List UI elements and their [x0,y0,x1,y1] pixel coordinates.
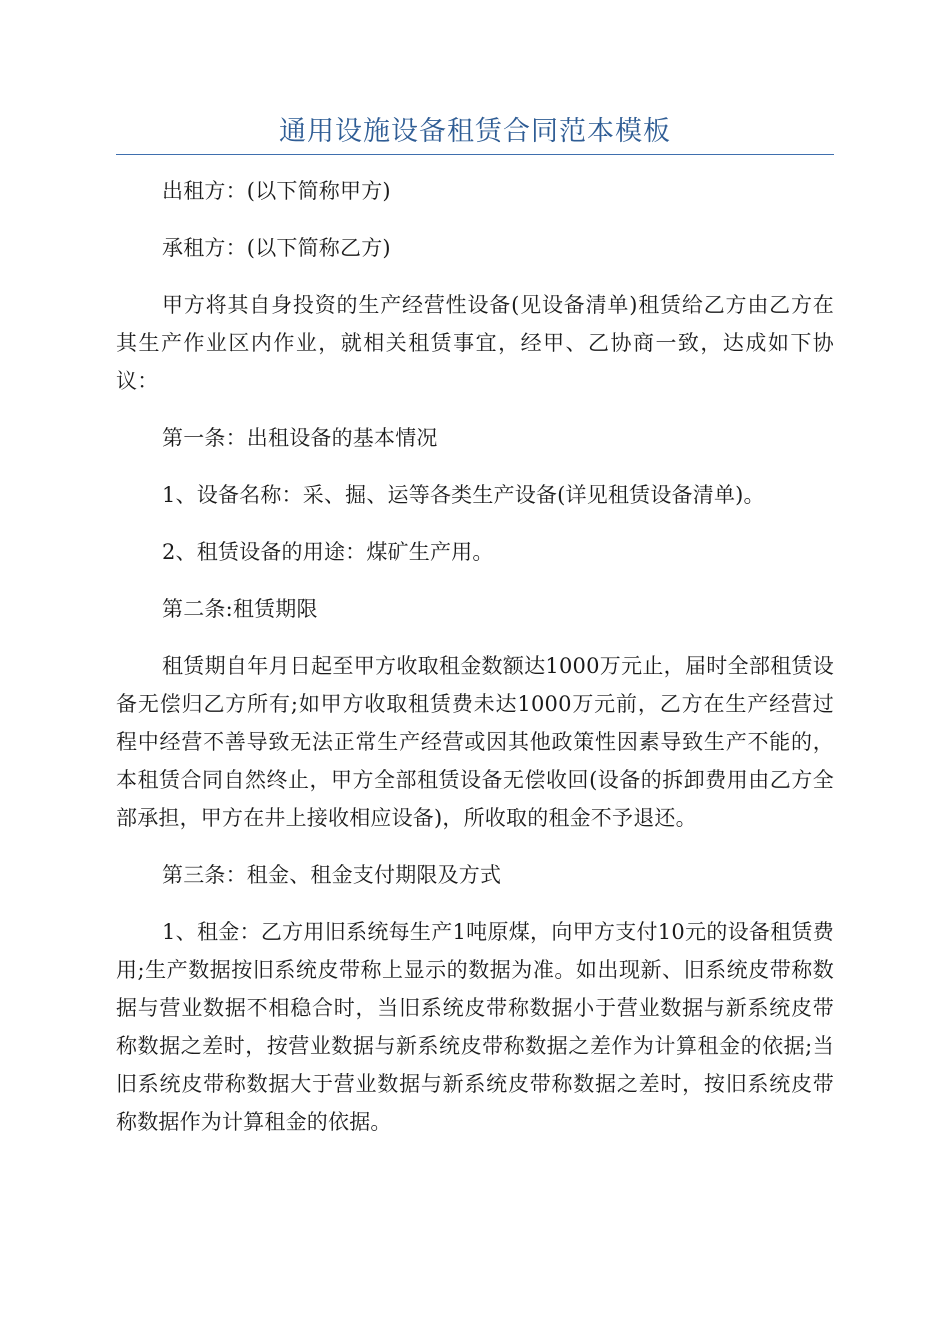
lessor-line: 出租方：(以下简称甲方) [162,179,391,203]
article-1-item-2: 2、租赁设备的用途：煤矿生产用。 [162,540,494,564]
article-3-item-1: 1、租金：乙方用旧系统每生产1吨原煤，向甲方支付10元的设备租赁费用;生产数据按旧系统皮带称上显示的数据为准。如出现新、旧系统皮带称数据与营业数据不相稳合时，当旧系统皮带称数据小于营业数据与新系统皮带称数据之差时，按营业数据与新系统皮带称数据之差作为计算租金的依据;当旧系统皮带称数据大于营业数据与新系统皮带称数据之差时，按旧系统皮带称数据作为计算租金的依据。 [116,920,834,1134]
article-2-heading: 第二条:租赁期限 [162,597,318,621]
article-1-item-1: 1、设备名称：采、掘、运等各类生产设备(详见租赁设备清单)。 [162,483,765,507]
article-3-heading: 第三条：租金、租金支付期限及方式 [162,863,502,887]
document-body [116,172,834,1160]
preamble-paragraph: 甲方将其自身投资的生产经营性设备(见设备清单)租赁给乙方由乙方在其生产作业区内作业，就相关租赁事宜，经甲、乙协商一致，达成如下协议： [116,293,834,393]
article-1-heading: 第一条：出租设备的基本情况 [162,426,438,450]
title-underline [116,154,834,155]
document-title: 通用设施设备租赁合同范本模板 [279,116,671,147]
article-2-paragraph: 租赁期自年月日起至甲方收取租金数额达1000万元止，届时全部租赁设备无偿归乙方所有;如甲方收取租赁费未达1000万元前，乙方在生产经营过程中经营不善导致无法正常生产经营或因其他政策性因素导致生产不能的，本租赁合同自然终止，甲方全部租赁设备无偿收回(设备的拆卸费用由乙方全部承担，甲方在井上接收相应设备)，所收取的租金不予退还。 [116,654,834,830]
lessee-line: 承租方：(以下简称乙方) [162,236,391,260]
